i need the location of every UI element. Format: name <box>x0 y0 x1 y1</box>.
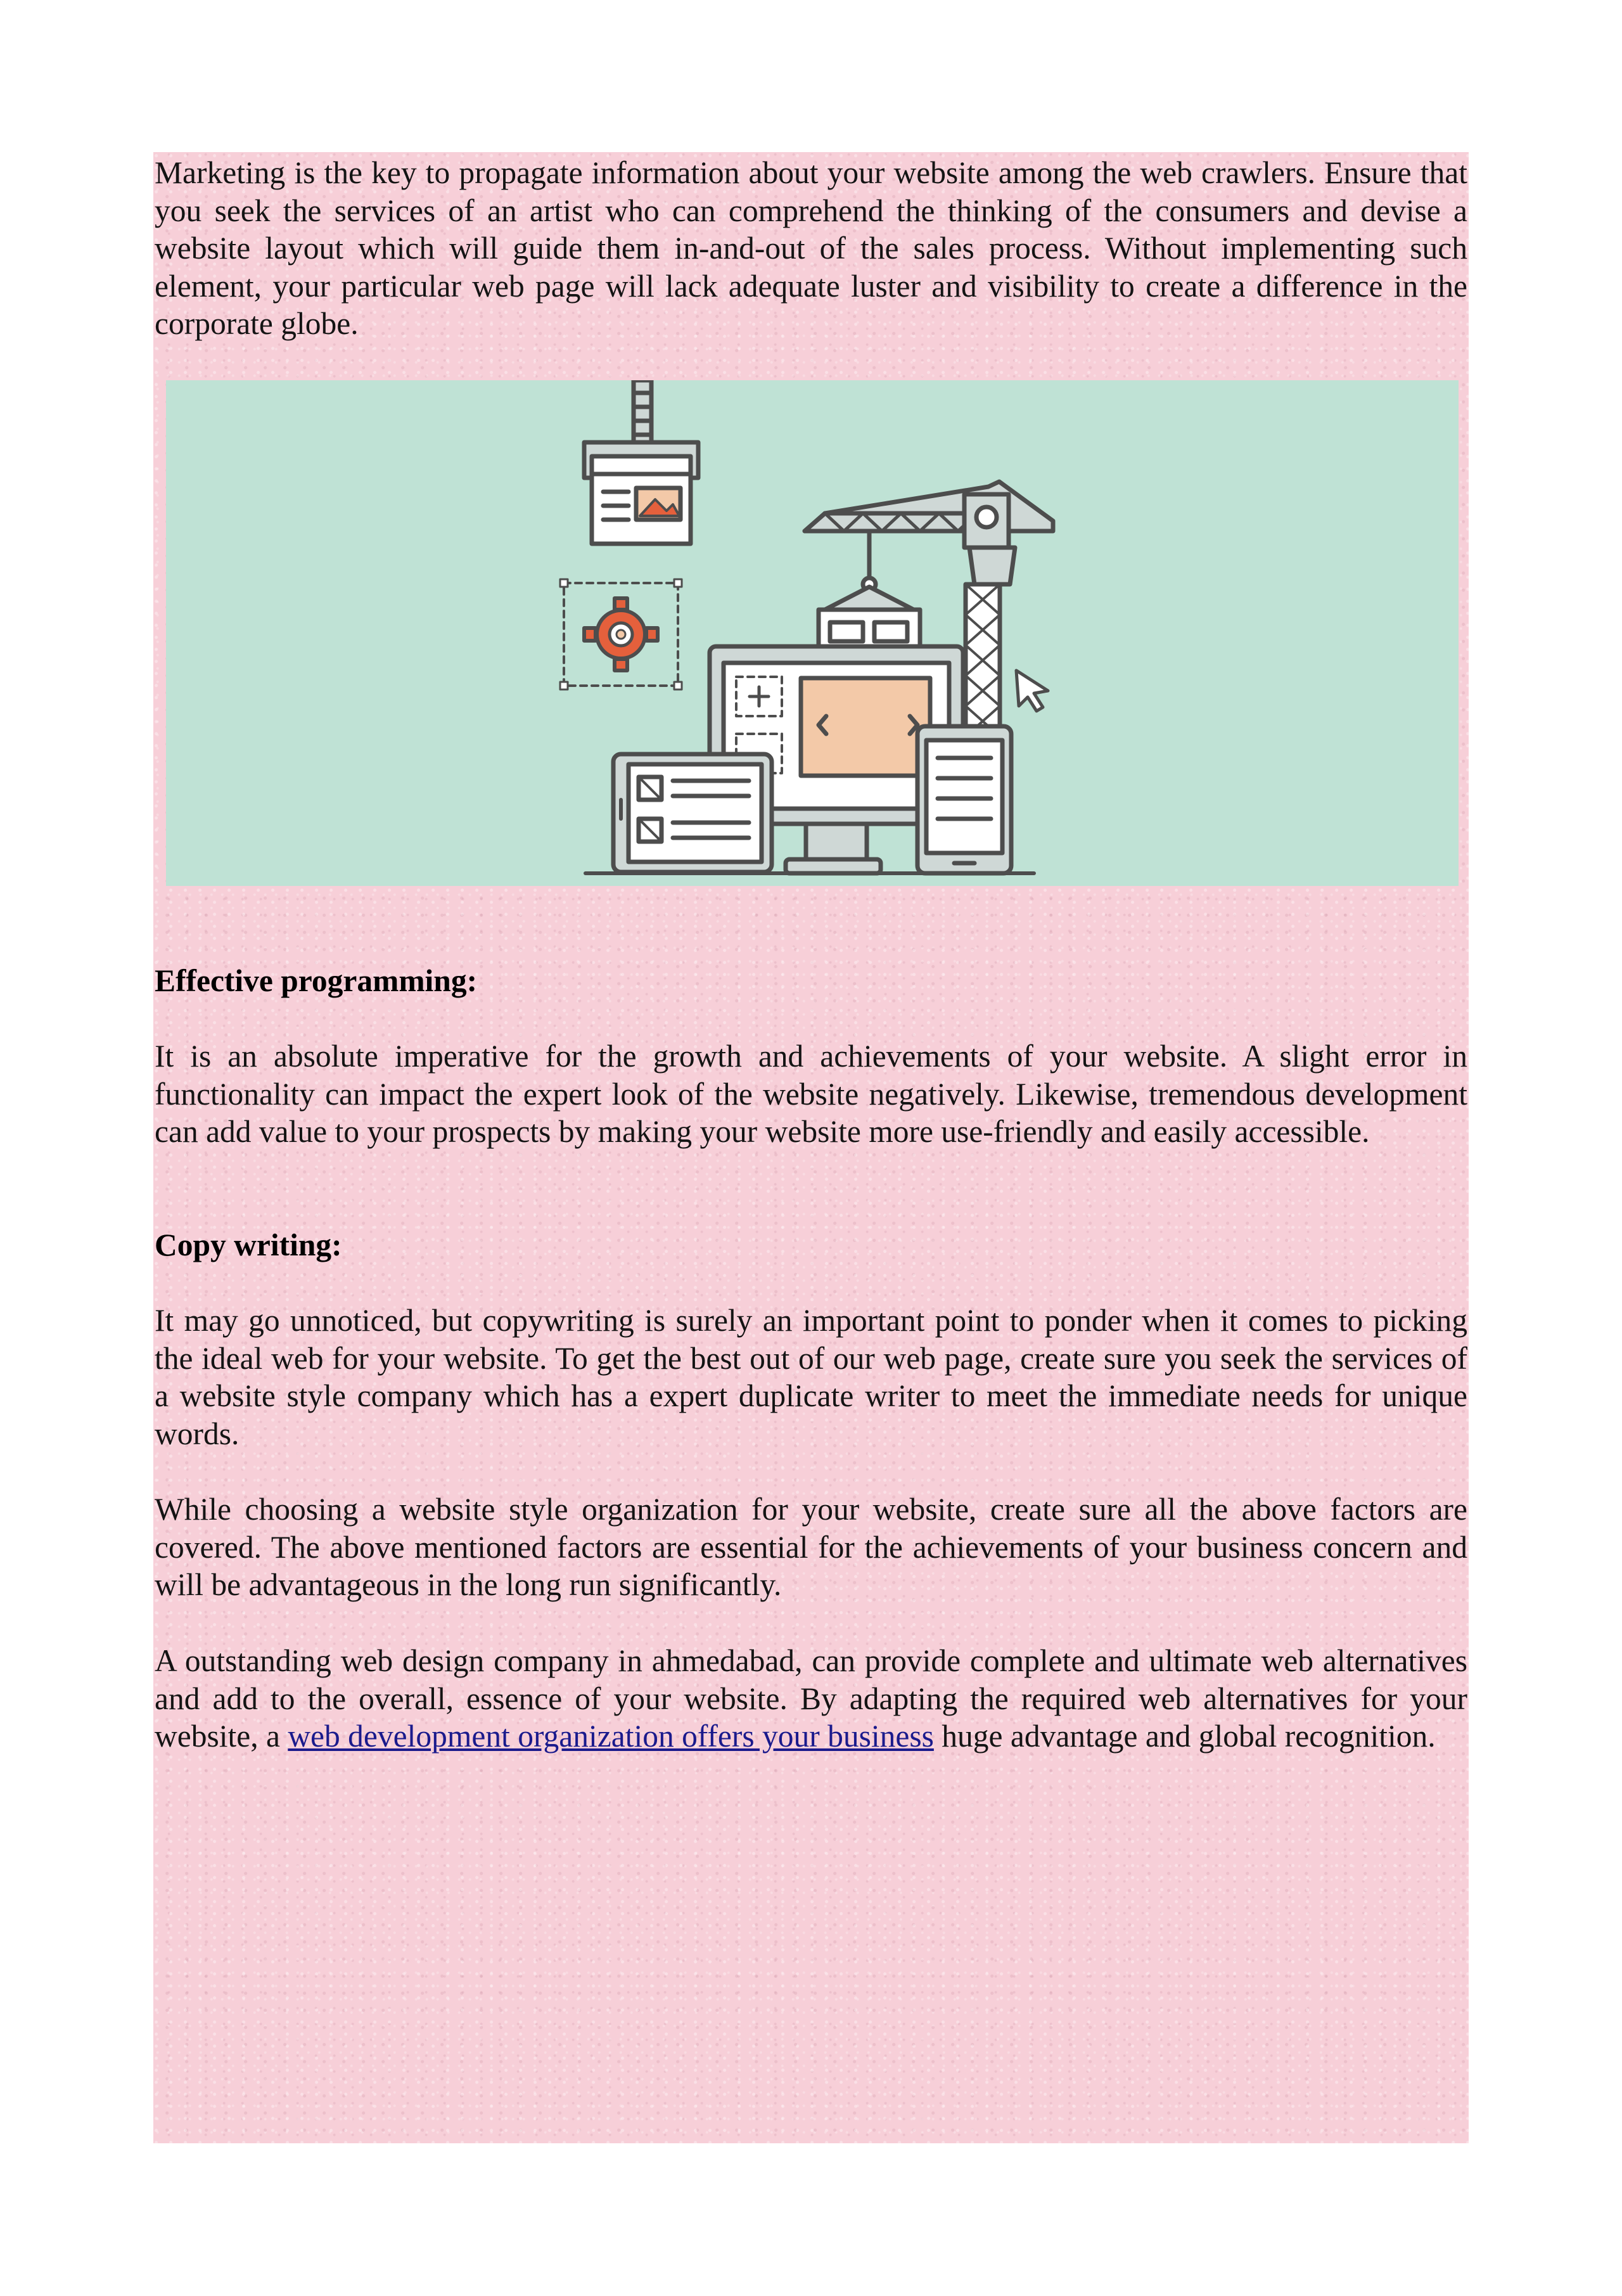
web-development-illustration <box>166 380 1459 886</box>
hanging-browser-icon <box>584 380 698 544</box>
heading-effective-programming: Effective programming: <box>155 963 478 998</box>
heading-copy-writing: Copy writing: <box>155 1228 342 1262</box>
paragraph-marketing: Marketing is the key to propagate information about your website among the web crawlers. Ensure that you seek the services of an artist who can comprehend the thinking of the consumers and devise a website layout which will guide them in-and-out of the sales process. Without implementing such element, your particular web page will lack adequate luster and visibility to create a difference in the corporate globe. <box>155 155 1467 341</box>
paragraph-choosing: While choosing a website style organization for your website, create sure all the above factors are covered. The above mentioned factors are essential for the achievements of your business concern and will be advantageous in the long run significantly. <box>155 1492 1467 1602</box>
paragraph-conclusion <box>155 1642 1467 1755</box>
cursor-icon <box>1016 670 1048 711</box>
tablet-icon <box>613 754 772 872</box>
paragraph-conclusion-text-start: A outstanding web design company in ahmedabad, can provide complete and ultimate web alternatives and add to the overall, essence of your website. By adapting the required web alternatives for your website, a <box>155 1643 1467 1754</box>
paragraph-copy-writing: It may go unnoticed, but copywriting is surely an important point to ponder when it comes to picking the ideal web for your website. To get the best out of our web page, create sure you seek the services of a website style company which has a expert duplicate writer to meet the immediate needs for unique words. <box>155 1303 1467 1451</box>
paragraph-programming: It is an absolute imperative for the growth and achievements of your website. A slight error in functionality can impact the expert look of the website negatively. Likewise, tremendous development can add value to your prospects by making your website more use-friendly and easily accessible. <box>155 1039 1467 1149</box>
paragraph-conclusion-text-end: huge advantage and global recognition. <box>933 1719 1436 1754</box>
web-development-link[interactable]: web development organization offers your business <box>288 1719 934 1754</box>
phone-icon <box>917 726 1011 873</box>
gear-icon <box>560 579 682 689</box>
